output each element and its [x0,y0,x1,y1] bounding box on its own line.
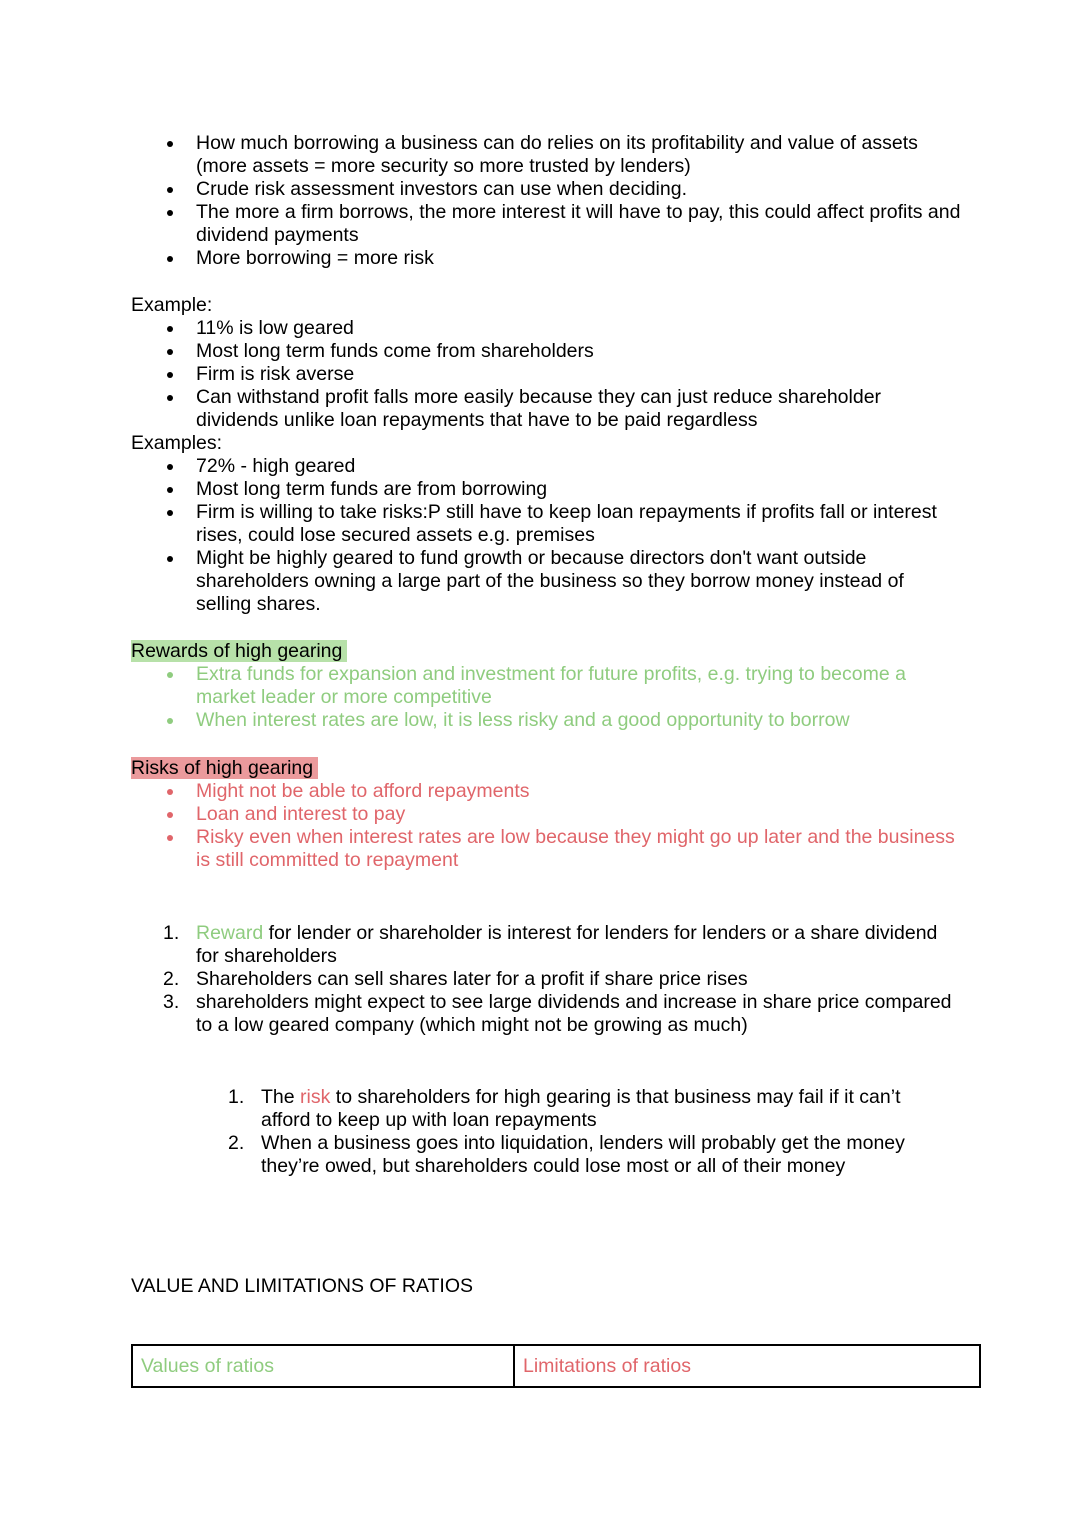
list-item: Most long term funds are from borrowing [131,478,961,501]
list-number: 1. [228,1086,245,1108]
list-item: Firm is willing to take risks:P still have to keep loan repayments if profits fall or interest rises, could lose secured assets e.g. premises [131,501,961,547]
list-item-text: shareholders might expect to see large dividends and increase in share price compared to a low geared company (which might not be growing as much) [196,991,952,1036]
list-item: Might not be able to afford repayments [131,780,961,803]
ratios-title: VALUE AND LIMITATIONS OF RATIOS [131,1275,474,1297]
reward-highlight-word: Reward [196,922,264,944]
list-item-text: for lender or shareholder is interest for lenders for lenders or a share dividend for shareholders [196,922,938,967]
reward-numbered-list [131,922,961,1037]
list-item: Crude risk assessment investors can use when deciding. [131,178,961,201]
list-item: 11% is low geared [131,317,961,340]
risk-highlight-word: risk [300,1086,331,1108]
list-item: How much borrowing a business can do relies on its profitability and value of assets (more assets = more security so more trusted by lenders) [131,132,961,178]
high-geared-heading: Examples: [131,432,223,454]
list-item: Might be highly geared to fund growth or because directors don't want outside shareholders owning a large part of the business so they borrow money instead of selling shares. [131,547,961,616]
intro-bullet-list [131,132,961,270]
list-item: More borrowing = more risk [131,247,961,270]
list-item [131,968,961,991]
list-item: Risky even when interest rates are low because they might go up later and the business is still committed to repayment [131,826,961,872]
list-item: Can withstand profit falls more easily because they can just reduce shareholder dividends unlike loan repayments that have to be paid regardless [131,386,961,432]
list-item: When interest rates are low, it is less risky and a good opportunity to borrow [131,709,961,732]
low-geared-bullet-list [131,317,961,432]
rewards-heading-highlight: Rewards of high gearing [131,640,347,662]
list-item-text: to shareholders for high gearing is that business may fail if it can’t afford to keep up with loan repayments [261,1086,901,1131]
list-number: 2. [163,968,180,990]
list-item [196,1086,936,1132]
intro-section [131,132,961,270]
list-item: Extra funds for expansion and investment for future profits, e.g. trying to become a market leader or more competitive [131,663,961,709]
rewards-section [131,640,961,732]
rewards-bullet-list [131,663,961,732]
rewards-heading [131,640,961,663]
list-number: 3. [163,991,180,1013]
list-item: Loan and interest to pay [131,803,961,826]
list-item [131,922,961,968]
list-item [131,991,961,1037]
low-geared-heading: Example: [131,294,213,316]
list-item: Most long term funds come from shareholders [131,340,961,363]
list-item-text: When a business goes into liquidation, lenders will probably get the money they’re owed, but shareholders could lose most or all of their money [261,1132,905,1177]
risks-section [131,757,961,872]
risks-bullet-list [131,780,961,872]
low-geared-section [131,294,961,432]
limitations-of-ratios-cell: Limitations of ratios [514,1345,980,1387]
list-item: The more a firm borrows, the more interest it will have to pay, this could affect profits and dividend payments [131,201,961,247]
list-item: 72% - high geared [131,455,961,478]
list-number: 2. [228,1132,245,1154]
high-geared-section [131,432,961,616]
risk-numbered-section [196,1086,936,1178]
risks-heading [131,757,961,780]
ratios-table [131,1344,981,1388]
list-item-text: Shareholders can sell shares later for a profit if share price rises [196,968,748,990]
risk-numbered-list [196,1086,936,1178]
list-item [196,1132,936,1178]
risks-heading-highlight: Risks of high gearing [131,757,318,779]
reward-numbered-section [131,922,961,1037]
values-of-ratios-cell: Values of ratios [132,1345,514,1387]
high-geared-bullet-list [131,455,961,616]
list-number: 1. [163,922,180,944]
list-item: Firm is risk averse [131,363,961,386]
table-row [132,1345,980,1387]
list-item-prefix: The [261,1086,301,1108]
